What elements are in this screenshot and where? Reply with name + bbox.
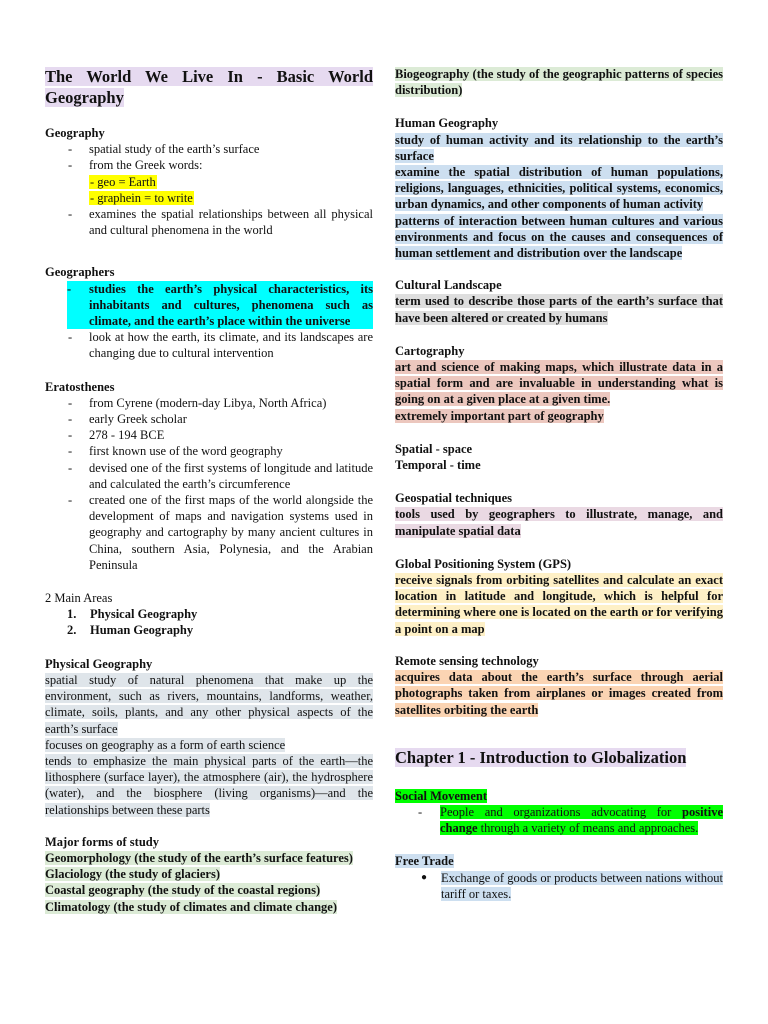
form-item: Geomorphology (the study of the earth’s surface features) <box>45 850 353 865</box>
human-p2: examine the spatial distribution of human populations, religions, languages, ethnicities, political systems, economics, urban dynamics, and other components of human activity <box>395 165 723 212</box>
social-list <box>395 804 723 836</box>
human-heading: Human Geography <box>395 116 499 131</box>
eratosthenes-heading: Eratosthenes <box>45 379 115 394</box>
geographers-list <box>45 281 373 362</box>
list-item: - from the Greek words: - geo = Earth - graphein = to write <box>68 158 203 205</box>
list-item: - spatial study of the earth’s surface <box>68 142 260 157</box>
geography-list <box>45 141 373 238</box>
list-item: - created one of the first maps of the world alongside the development of maps and navigation systems used in geography and cartography by many ancient cultures in China, southern Asia, Polynesia, and the Arabian Peninsula <box>68 493 373 572</box>
greek-graphein: - graphein = to write <box>90 190 193 205</box>
main-areas-heading: 2 Main Areas <box>45 591 113 606</box>
form-item: Coastal geography (the study of the coastal regions) <box>45 883 321 898</box>
list-item: - studies the earth’s physical characteristics, its inhabitants and cultures, phenomena such as climate, and the earth’s place within the universe <box>67 281 373 329</box>
geography-heading: Geography <box>45 126 105 140</box>
list-item: ● Exchange of goods or products between nations without tariff or taxes. <box>421 870 723 901</box>
physical-heading: Physical Geography <box>45 656 153 671</box>
geospatial-text: tools used by geographers to illustrate, manage, and manipulate spatial data <box>395 507 723 538</box>
remote-text: acquires data about the earth’s surface through aerial photographs taken from airplanes or images created from satellites orbiting the earth <box>395 670 723 717</box>
chapter-title: Chapter 1 - Introduction to Globalization <box>395 747 687 767</box>
geospatial-heading: Geospatial techniques <box>395 491 513 506</box>
list-item: - 278 - 194 BCE <box>68 428 165 443</box>
list-item: - look at how the earth, its climate, and its landscapes are changing due to cultural intervention <box>68 330 373 361</box>
list-item: - People and organizations advocating for positive change through a variety of means and approaches. <box>418 804 723 836</box>
physical-p3: tends to emphasize the main physical parts of the earth—the lithosphere (surface layer), the atmosphere (air), the hydrosphere (water), and the biosphere (living organisms)—and the relationships between these parts <box>45 753 373 817</box>
trade-list <box>395 870 723 902</box>
cartography-heading: Cartography <box>395 343 465 358</box>
temporal-line: Temporal - time <box>395 458 481 473</box>
main-areas-list <box>45 606 373 638</box>
physical-p1: spatial study of natural phenomena that make up the environment, such as rivers, mountains, landforms, weather, climate, soils, plants, and any other physical aspects of the earth’s surface <box>45 672 373 736</box>
cartography-text: art and science of making maps, which illustrate data in a spatial form and are invaluable in understanding what is going on at a given place at a given time. <box>395 360 723 407</box>
form-item: Glaciology (the study of glaciers) <box>45 867 220 882</box>
list-item: 2. Human Geography <box>67 623 194 638</box>
forms-heading: Major forms of study <box>45 834 159 849</box>
list-item: - first known use of the word geography <box>68 444 283 459</box>
geographers-heading: Geographers <box>45 265 115 280</box>
social-heading: Social Movement <box>395 788 487 803</box>
greek-geo: - geo = Earth <box>90 174 156 189</box>
list-item: - early Greek scholar <box>68 412 187 427</box>
list-item: - devised one of the first systems of longitude and latitude and calculated the earth’s circumference <box>68 460 373 491</box>
list-item: 1. Physical Geography <box>67 607 198 622</box>
human-p3: patterns of interaction between human cultures and various environments and focus on the causes and consequences of human settlement and distribution over the landscape <box>395 213 723 261</box>
right-column <box>395 66 723 902</box>
cultural-heading: Cultural Landscape <box>395 278 502 293</box>
physical-p2: focuses on geography as a form of earth science <box>45 737 286 752</box>
list-item: - from Cyrene (modern-day Libya, North Africa) <box>68 395 327 410</box>
gps-heading: Global Positioning System (GPS) <box>395 556 572 571</box>
trade-heading: Free Trade <box>395 854 454 869</box>
cultural-text: term used to describe those parts of the earth’s surface that have been altered or created by humans <box>395 294 723 325</box>
eratosthenes-list <box>45 395 373 573</box>
list-item: - examines the spatial relationships between all physical and cultural phenomena in the world <box>68 207 373 238</box>
human-p1: study of human activity and its relationship to the earth’s surface <box>395 132 723 163</box>
spatial-line: Spatial - space <box>395 441 473 456</box>
form-item: Climatology (the study of climates and climate change) <box>45 899 337 914</box>
biogeography: Biogeography (the study of the geographic patterns of species distribution) <box>395 67 723 98</box>
left-column <box>45 62 373 915</box>
page-title: The World We Live In - Basic World Geography <box>45 67 373 107</box>
gps-text: receive signals from orbiting satellites and calculate an exact location in latitude and longitude, which is helpful for determining where one is located on the earth or for verifying a point on a map <box>395 573 723 636</box>
cartography-text2: extremely important part of geography <box>395 408 604 423</box>
remote-heading: Remote sensing technology <box>395 653 539 668</box>
